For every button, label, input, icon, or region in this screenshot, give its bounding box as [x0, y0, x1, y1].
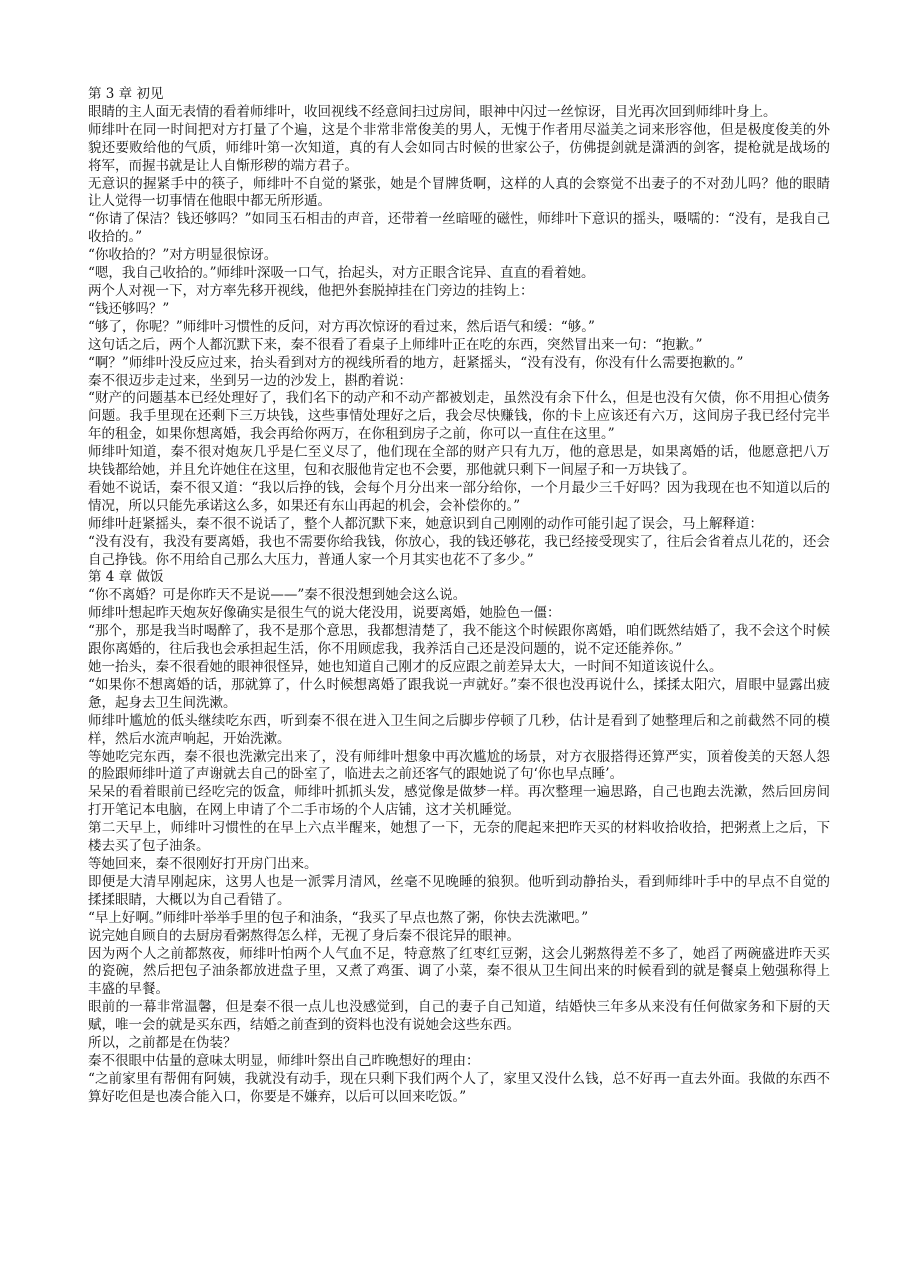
paragraph: 即便是大清早刚起床，这男人也是一派霁月清风，丝毫不见晚睡的狼狈。他听到动静抬头，看到师绯叶手中的早点不自觉的揉揉眼睛，大概以为自己看错了。	[88, 873, 830, 908]
paragraph: 秦不很眼中估量的意味太明显，师绯叶祭出自己昨晚想好的理由：	[88, 1052, 480, 1069]
paragraph: 等她回来，秦不很刚好打开房门出来。	[88, 855, 318, 872]
paragraph: 她一抬头，秦不很看她的眼神很怪异，她也知道自己刚才的反应跟之前差异太大，一时间不知道该说什么。	[88, 659, 723, 675]
paragraph: “你收拾的？”对方明显很惊讶。	[88, 247, 278, 264]
paragraph: “早上好啊。”师绯叶举举手里的包子和油条，“我买了早点也熬了粥，你快去洗漱吧。”	[88, 909, 589, 926]
paragraph: 说完她自顾自的去厨房看粥熬得怎么样，无视了身后秦不很诧异的眼神。	[88, 927, 520, 944]
paragraph: 第二天早上，师绯叶习惯性的在早上六点半醒来，她想了一下，无奈的爬起来把昨天买的材料收拾收拾，把粥煮上之后，下楼去买了包子油条。	[88, 820, 830, 855]
chapter-heading: 第 4 章 做饭	[88, 569, 164, 586]
paragraph: “钱还够吗？”	[88, 300, 170, 317]
paragraph: 无意识的握紧手中的筷子，师绯叶不自觉的紧张，她是个冒牌货啊，这样的人真的会察觉不出妻子的不对劲儿吗？他的眼睛让人觉得一切事情在他眼中都无所形遁。	[88, 175, 830, 210]
paragraph: “嗯，我自己收拾的。”师绯叶深吸一口气，抬起头，对方正眼含诧异、直直的看着她。	[88, 265, 595, 282]
paragraph: 眼前的一幕非常温馨，但是秦不很一点儿也没感觉到，自己的妻子自己知道，结婚快三年多从来没有任何做家务和下厨的天赋，唯一会的就是买东西，结婚之前查到的资料也没有说她会这些东西。	[88, 999, 830, 1034]
paragraph: “财产的问题基本已经处理好了，我们名下的动产和不动产都被划走，虽然没有余下什么，但是也没有欠债，你不用担心债务问题。我手里现在还剩下三万块钱，这些事情处理好之后，我会尽快赚钱，你的卡上应该还有六万，这间房子我已经付完半年的租金，如果你想离婚，我会再给你两万，在你租到房子之前，你可以一直住在这里。”	[88, 390, 830, 443]
paragraph: 这句话之后，两个人都沉默下来，秦不很看了看桌子上师绯叶正在吃的东西，突然冒出来一句：“抱歉。”	[88, 336, 703, 353]
paragraph: “如果你不想离婚的话，那就算了，什么时候想离婚了跟我说一声就好。”秦不很也没再说什么，揉揉太阳穴，眉眼中显露出疲惫，起身去卫生间洗漱。	[88, 676, 830, 711]
paragraph: 师绯叶知道，秦不很对炮灰几乎是仁至义尽了，他们现在全部的财产只有九万，他的意思是，如果离婚的话，他愿意把八万块钱都给她，并且允许她住在这里，包和衣服他肯定也不会要，那他就只剩下一间屋子和一万块钱了。	[88, 444, 830, 479]
paragraph: 等她吃完东西，秦不很也洗漱完出来了，没有师绯叶想象中再次尴尬的场景，对方衣服搭得还算严实，顶着俊美的天怒人怨的脸跟师绯叶道了声谢就去自己的卧室了，临进去之前还客气的跟她说了句‘你也早点睡’。	[88, 748, 830, 783]
paragraph: 师绯叶赶紧摇头，秦不很不说话了，整个人都沉默下来，她意识到自己刚刚的动作可能引起了误会，马上解释道：	[88, 515, 763, 532]
paragraph: “没有没有，我没有要离婚，我也不需要你给我钱，你放心，我的钱还够花，我已经接受现实了，往后会省着点儿花的，还会自己挣钱。你不用给自己那么大压力，普通人家一个月其实也花不了多少。”	[88, 533, 830, 568]
paragraph: 秦不很迈步走过来，坐到另一边的沙发上，斟酌着说：	[88, 372, 412, 389]
paragraph: 两个人对视一下，对方率先移开视线，他把外套脱掉挂在门旁边的挂钩上：	[88, 282, 534, 299]
paragraph: “你不离婚？可是你昨天不是说——”秦不很没想到她会这么说。	[88, 587, 467, 604]
paragraph: 看她不说话，秦不很又道：“我以后挣的钱，会每个月分出来一部分给你，一个月最少三千好吗？因为我现在也不知道以后的情况，所以只能先承诺这么多，如果还有东山再起的机会，会补偿你的。”	[88, 479, 830, 514]
paragraph: “那个，那是我当时喝醉了，我不是那个意思，我都想清楚了，我不能这个时候跟你离婚，咱们既然结婚了，我不会这个时候跟你离婚的，往后我也会承担起生活，你不用顾虑我，我养活自己还是没问题的，说不定还能养你。”	[88, 623, 830, 658]
paragraph: 师绯叶在同一时间把对方打量了个遍，这是个非常非常俊美的男人，无愧于作者用尽溢美之词来形容他，但是极度俊美的外貌还要败给他的气质，师绯叶第一次知道，真的有人会如同古时候的世家公子，仿佛提剑就是潇洒的剑客，提枪就是战场的将军，而握书就是让人自惭形秽的端方君子。	[88, 121, 830, 174]
paragraph: 所以，之前都是在伪装？	[88, 1035, 237, 1052]
paragraph: “够了，你呢？”师绯叶习惯性的反问，对方再次惊讶的看过来，然后语气和缓：“够。”	[88, 318, 595, 335]
paragraph: “你请了保洁？钱还够吗？”如同玉石相击的声音，还带着一丝暗哑的磁性，师绯叶下意识的摇头，嗫嚅的：“没有，是我自己收拾的。”	[88, 211, 830, 246]
paragraph: “啊？”师绯叶没反应过来，抬头看到对方的视线所看的地方，赶紧摇头，“没有没有，你没有什么需要抱歉的。”	[88, 354, 744, 371]
paragraph: “之前家里有帮佣有阿姨，我就没有动手，现在只剩下我们两个人了，家里又没什么钱，总不好再一直去外面。我做的东西不算好吃但是也凑合能入口，你要是不嫌弃，以后可以回来吃饭。”	[88, 1070, 830, 1105]
paragraph: 因为两个人之前都熬夜，师绯叶怕两个人气血不足，特意熬了红枣红豆粥，这会儿粥熬得差不多了，她舀了两碗盛进昨天买的瓷碗，然后把包子油条都放进盘子里，又煮了鸡蛋、调了小菜，秦不很从卫生间出来的时候看到的就是餐桌上勉强称得上丰盛的早餐。	[88, 945, 830, 998]
chapter-heading: 第 3 章 初见	[88, 86, 164, 102]
paragraph: 眼睛的主人面无表情的看着师绯叶，收回视线不经意间扫过房间，眼神中闪过一丝惊讶，目光再次回到师绯叶身上。	[88, 103, 777, 120]
paragraph: 呆呆的看着眼前已经吃完的饭盒，师绯叶抓抓头发，感觉像是做梦一样。再次整理一遍思路，自己也跑去洗漱，然后回房间打开笔记本电脑，在网上申请了个二手市场的个人店铺，这才关机睡觉。	[88, 784, 830, 819]
paragraph: 师绯叶想起昨天炮灰好像确实是很生气的说大佬没用，说要离婚，她脸色一僵：	[88, 605, 561, 622]
paragraph: 师绯叶尴尬的低头继续吃东西，听到秦不很在进入卫生间之后脚步停顿了几秒，估计是看到了她整理后和之前截然不同的模样，然后水流声响起，开始洗漱。	[88, 712, 830, 747]
document-page	[88, 86, 830, 1107]
